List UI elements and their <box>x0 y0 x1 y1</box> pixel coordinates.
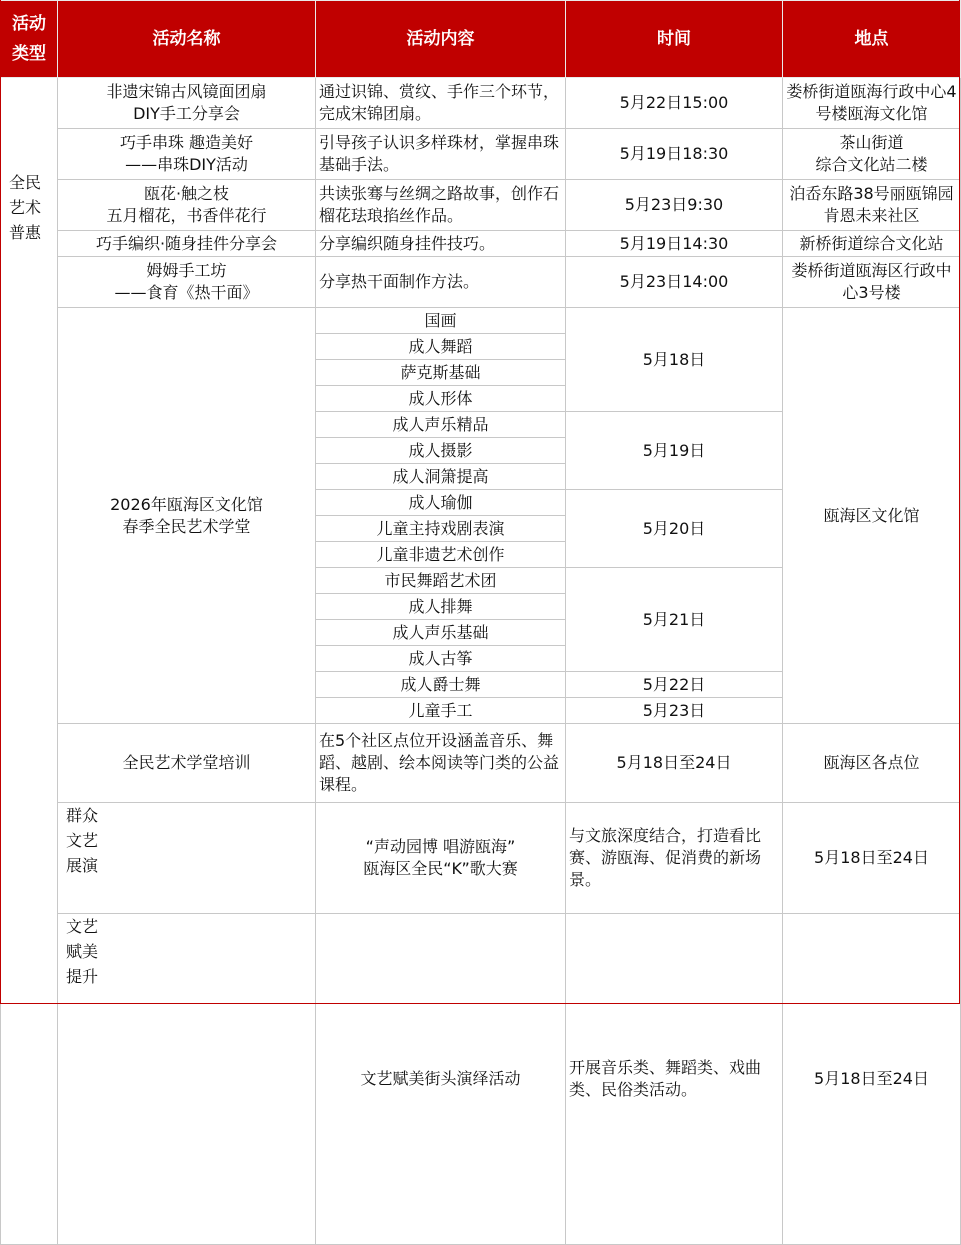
course-cell: 成人舞蹈 <box>316 334 566 360</box>
place-cell: 瓯海区各点位 <box>783 724 961 803</box>
course-date-cell: 5月23日 <box>566 698 783 724</box>
course-cell: 萨克斯基础 <box>316 360 566 386</box>
activity-name-cell: 文艺赋美街头演绎活动 <box>316 914 566 1245</box>
activity-content-cell: 分享编织随身挂件技巧。 <box>316 231 566 257</box>
course-cell: 国画 <box>316 308 566 334</box>
activity-name-cell: 巧手串珠 趣造美好 ——串珠DIY活动 <box>58 129 316 180</box>
activity-content-cell: 通过识锦、赏纹、手作三个环节，完成宋锦团扇。 <box>316 78 566 129</box>
activity-content-cell: 共读张骞与丝绸之路故事，创作石榴花珐琅掐丝作品。 <box>316 180 566 231</box>
table-header <box>1 1 961 78</box>
course-cell: 成人古筝 <box>316 646 566 672</box>
bottom-border <box>0 1003 960 1004</box>
header-time: 时间 <box>566 1 783 78</box>
time-cell: 5月18日至24日 <box>566 724 783 803</box>
right-border <box>959 0 960 1004</box>
course-cell: 儿童非遗艺术创作 <box>316 542 566 568</box>
activity-name-cell: 全民艺术学堂培训 <box>58 724 316 803</box>
table-body <box>1 78 961 1245</box>
course-cell: 成人排舞 <box>316 594 566 620</box>
table-row <box>1 180 961 231</box>
header-place: 地点 <box>783 1 961 78</box>
course-date-cell: 5月22日 <box>566 672 783 698</box>
time-cell: 5月23日9:30 <box>566 180 783 231</box>
course-date-cell: 5月18日 <box>566 308 783 412</box>
activity-content-cell: 开展音乐类、舞蹈类、戏曲类、民俗类活动。 <box>566 914 783 1245</box>
course-cell: 成人瑜伽 <box>316 490 566 516</box>
activity-name-cell: 巧手编织·随身挂件分享会 <box>58 231 316 257</box>
table-row <box>1 257 961 308</box>
table-row <box>1 914 961 1245</box>
course-cell: 成人摄影 <box>316 438 566 464</box>
time-cell: 5月19日14:30 <box>566 231 783 257</box>
table-row <box>1 231 961 257</box>
place-cell: 娄桥街道瓯海行政中心4号楼瓯海文化馆 <box>783 78 961 129</box>
type-cell-mass: 群众 文艺 展演 <box>58 803 316 914</box>
type-cell-boost: 文艺 赋美 提升 <box>58 914 316 1245</box>
place-cell: 茶山街道 综合文化站二楼 <box>783 129 961 180</box>
header-row <box>1 1 961 78</box>
header-activity-type <box>1 1 58 78</box>
place-cell: 娄桥街道瓯海区行政中心3号楼 <box>783 257 961 308</box>
course-date-cell: 5月19日 <box>566 412 783 490</box>
table-row <box>1 78 961 129</box>
course-cell: 成人声乐精品 <box>316 412 566 438</box>
header-activity-name: 活动名称 <box>58 1 316 78</box>
time-cell: 5月19日18:30 <box>566 129 783 180</box>
activity-name-cell: 瓯花·触之枝 五月榴花，书香伴花行 <box>58 180 316 231</box>
course-cell: 成人洞箫提高 <box>316 464 566 490</box>
academy-name-cell: 2026年瓯海区文化馆 春季全民艺术学堂 <box>58 308 316 724</box>
activity-content-cell: 在5个社区点位开设涵盖音乐、舞蹈、越剧、绘本阅读等门类的公益课程。 <box>316 724 566 803</box>
activity-name-cell: 非遗宋锦古风镜面团扇 DIY手工分享会 <box>58 78 316 129</box>
type-cell-art: 全民 艺术 普惠 <box>1 78 58 1245</box>
activity-content-cell: 引导孩子认识多样珠材，掌握串珠基础手法。 <box>316 129 566 180</box>
academy-place-cell: 瓯海区文化馆 <box>783 308 961 724</box>
course-cell: 市民舞蹈艺术团 <box>316 568 566 594</box>
course-cell: 成人形体 <box>316 386 566 412</box>
header-activity-content: 活动内容 <box>316 1 566 78</box>
table-row <box>1 803 961 914</box>
header-type-line1: 活动 <box>12 14 46 34</box>
place-cell: 新桥街道综合文化站 <box>783 231 961 257</box>
time-cell: 5月23日14:00 <box>566 257 783 308</box>
course-date-cell: 5月21日 <box>566 568 783 672</box>
table-row <box>1 129 961 180</box>
table-row <box>1 308 961 334</box>
activity-content-cell: 分享热干面制作方法。 <box>316 257 566 308</box>
activity-name-cell: “声动园博 唱游瓯海” 瓯海区全民“K”歌大赛 <box>316 803 566 914</box>
course-cell: 成人爵士舞 <box>316 672 566 698</box>
course-cell: 儿童主持戏剧表演 <box>316 516 566 542</box>
course-cell: 儿童手工 <box>316 698 566 724</box>
course-date-cell: 5月20日 <box>566 490 783 568</box>
activity-content-cell: 与文旅深度结合，打造看比赛、游瓯海、促消费的新场景。 <box>566 803 783 914</box>
time-cell: 5月22日15:00 <box>566 78 783 129</box>
table-row <box>1 724 961 803</box>
course-cell: 成人声乐基础 <box>316 620 566 646</box>
time-cell: 5月18日至24日 <box>783 914 961 1245</box>
left-border <box>0 0 1 1004</box>
place-cell: 泊岙东路38号丽瓯锦园肯恩未来社区 <box>783 180 961 231</box>
activity-name-cell: 姆姆手工坊 ——食育《热干面》 <box>58 257 316 308</box>
header-type-line2: 类型 <box>12 44 46 64</box>
time-cell: 5月18日至24日 <box>783 803 961 914</box>
